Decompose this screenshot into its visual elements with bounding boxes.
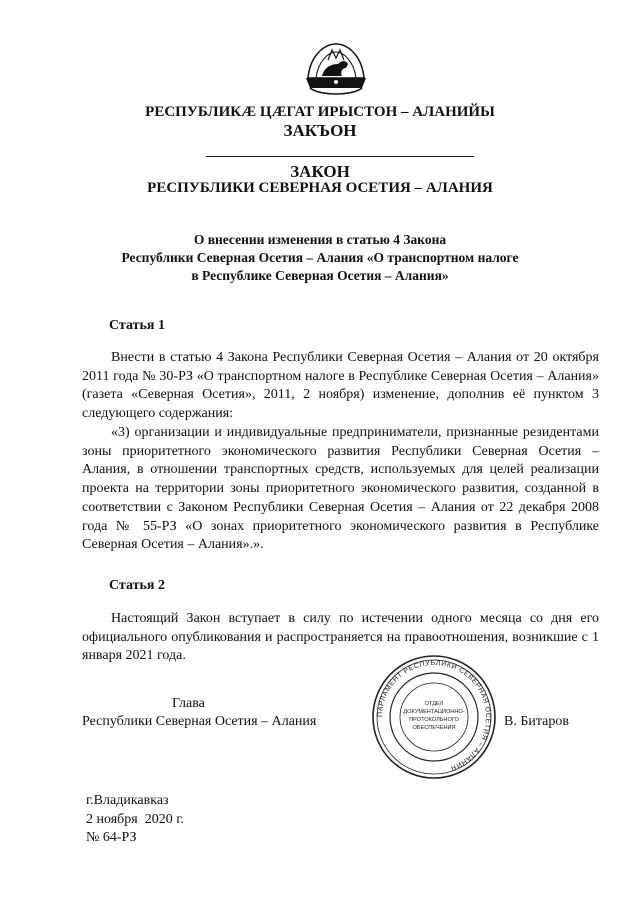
seal-text: ДОКУМЕНТАЦИОННО- bbox=[403, 709, 465, 715]
seal-ring-text: ПАРЛАМЕНТ РЕСПУБЛИКИ СЕВЕРНАЯ ОСЕТИЯ – АЛАНИЯ bbox=[376, 659, 492, 772]
place-of-signing: г.Владикавказ bbox=[86, 793, 169, 808]
coat-of-arms-icon bbox=[300, 38, 372, 102]
seal-text: ПРОТОКОЛЬНОГО bbox=[409, 717, 459, 723]
law-title-ossetian: ЗАКЪОН bbox=[283, 121, 357, 140]
round-seal-icon bbox=[366, 654, 502, 780]
article-2-heading: Статья 2 bbox=[109, 578, 165, 593]
header-divider bbox=[206, 156, 474, 157]
article-2-paragraph: Настоящий Закон вступает в силу по истечении одного месяца со дня его официального опубликования и распространяется на правоотношения, возникшие с 1 января 2021 года. bbox=[82, 611, 599, 664]
republic-title-russian: РЕСПУБЛИКИ СЕВЕРНАЯ ОСЕТИЯ – АЛАНИЯ bbox=[147, 180, 493, 196]
document-footer bbox=[86, 792, 184, 848]
law-number: № 64-РЗ bbox=[86, 830, 137, 845]
document-title-line: О внесении изменения в статью 4 Закона bbox=[193, 232, 447, 247]
article-1-amendment-text: «3) организации и индивидуальные предприниматели, признанные резидентами зоны приоритетного экономического развития Республики Северная Осетия – Алания, в отношении транспортных средств, используемых для целей реализации проекта на территории зоны приоритетного экономического развития, созданной в соответствии с Законом Республики Северная Осетия – Алания от 22 декабря 2008 года № 55-РЗ «О зонах приоритетного экономического развития в Республике Северная Осетия – Алания».». bbox=[82, 425, 599, 553]
republic-title-ossetian: РЕСПУБЛИКӔ ЦӔГАТ ИРЫСТОН – АЛАНИЙЫ bbox=[145, 104, 495, 120]
law-title-russian: ЗАКОН bbox=[290, 162, 350, 181]
svg-text:ПАРЛАМЕНТ РЕСПУБЛИКИ СЕВЕРНАЯ bbox=[377, 660, 491, 771]
document-title-line: в Республике Северная Осетия – Алания» bbox=[191, 268, 449, 283]
signing-date: 2 ноября 2020 г. bbox=[86, 811, 184, 827]
seal-text: ОТДЕЛ bbox=[424, 701, 444, 707]
document-title-line: Республики Северная Осетия – Алания «О транспортном налоге bbox=[121, 250, 519, 265]
signatory-position: Глава bbox=[172, 696, 205, 711]
article-1-paragraph: Внести в статью 4 Закона Республики Северная Осетия – Алания от 20 октября 2011 года № 30-РЗ «О транспортном налоге в Республике Северная Осетия – Алания» (газета «Северная Осетия», 2011, 2 ноября) изменение, дополнив её пунктом 3 следующего содержания: bbox=[82, 350, 599, 422]
article-1-heading: Статья 1 bbox=[109, 318, 165, 333]
signatory-position-republic: Республики Северная Осетия – Алания bbox=[82, 714, 317, 729]
signatory-name: В. Битаров bbox=[504, 714, 569, 729]
seal-text: ОБЕСПЕЧЕНИЯ bbox=[412, 725, 456, 731]
